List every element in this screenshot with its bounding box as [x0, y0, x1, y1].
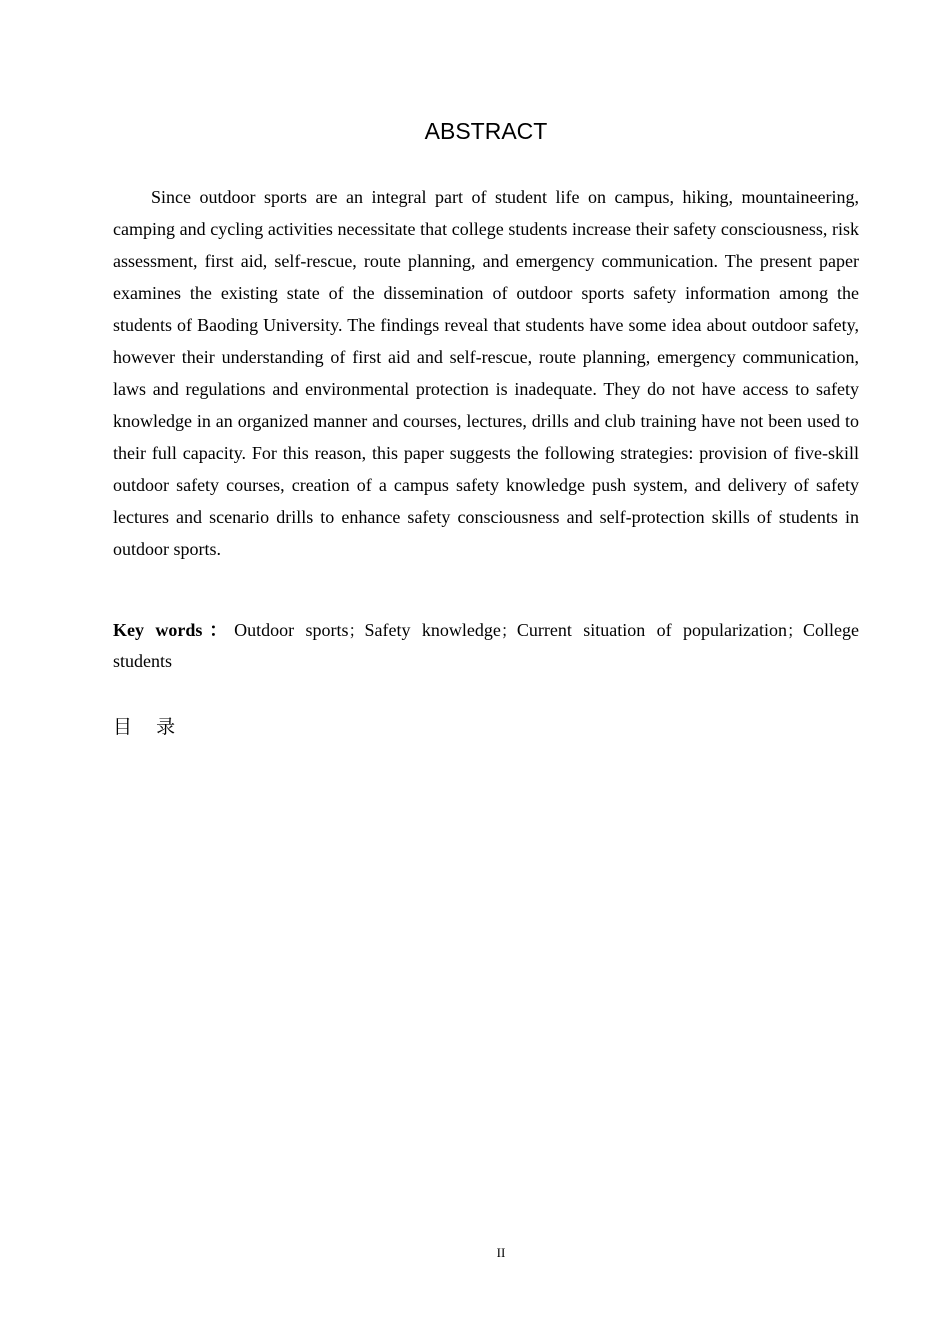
keyword-item: College students — [113, 620, 860, 671]
keyword-item: Outdoor sports — [234, 620, 349, 640]
keyword-separator: ； — [348, 621, 365, 640]
keyword-item: Current situation of popularization — [516, 620, 787, 640]
abstract-title: ABSTRACT — [424, 118, 548, 144]
keywords-label: Key words： — [113, 620, 235, 640]
abstract-paragraph: Since outdoor sports are an integral part of student life on campus, hiking, mountaineering, camping and cycling activities necessitate that college students increase their safety consciousness, risk assessment, first aid, self-rescue, route planning, and emergency communication. The present paper examines the existing state of the dissemination of outdoor sports safety information among the students of Baoding University. The findings reveal that students have some idea about outdoor safety, however their understanding of first aid and self-rescue, route planning, emergency communication, laws and regulations and environmental protection is inadequate. They do not have access to safety knowledge in an organized manner and courses, lectures, drills and club training have not been used to their full capacity. For this reason, this paper suggests the following strategies: provision of five-skill outdoor safety courses, creation of a campus safety knowledge push system, and delivery of safety lectures and scenario drills to enhance safety consciousness and self-protection skills of students in outdoor sports. — [113, 187, 859, 559]
table-of-contents-heading: 目 录 — [113, 716, 176, 738]
keyword-separator: ； — [787, 621, 804, 640]
keywords-line — [113, 615, 859, 677]
keyword-item: Safety knowledge — [364, 620, 501, 640]
keyword-separator: ； — [500, 621, 517, 640]
page-number: II — [496, 1245, 506, 1260]
